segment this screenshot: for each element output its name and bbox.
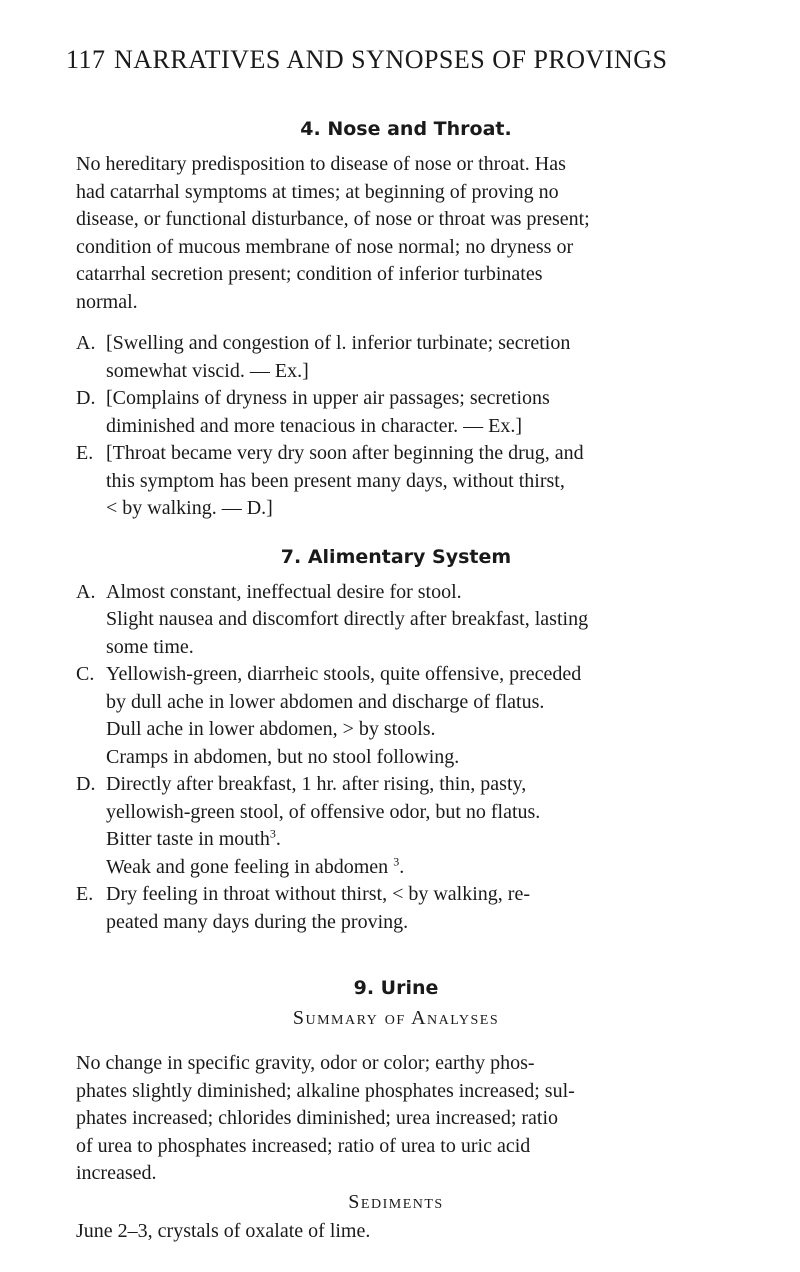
entry-line: Cramps in abdomen, but no stool following. xyxy=(106,745,460,768)
section-title-urine: 9. Urine xyxy=(353,977,439,999)
entry-line: Dry feeling in throat without thirst, < by walking, re- xyxy=(106,883,530,905)
summary-line: phates slightly diminished; alkaline phosphates increased; sul- xyxy=(76,1079,575,1102)
entry-line: peated many days during the proving. xyxy=(106,910,409,933)
entry-line xyxy=(106,854,716,882)
entry-line: Almost constant, ineffectual desire for stool. xyxy=(106,580,462,603)
intro-line: normal. xyxy=(76,290,138,313)
section-subtitle: Summary of Analyses xyxy=(292,1007,500,1029)
intro-line: catarrhal secretion present; condition of inferior turbinates xyxy=(76,263,543,285)
nose-throat-intro xyxy=(76,151,716,316)
running-title: NARRATIVES AND SYNOPSES OF PROVINGS xyxy=(114,45,668,74)
urine-summary xyxy=(76,1050,716,1188)
list-item xyxy=(76,579,716,662)
nose-throat-entries xyxy=(76,330,716,523)
section-title-nose-throat: 4. Nose and Throat. xyxy=(300,118,512,140)
section-title-alimentary: 7. Alimentary System xyxy=(280,545,512,568)
entry-line xyxy=(106,826,716,854)
list-item xyxy=(76,330,716,385)
entry-line: some time. xyxy=(106,635,194,658)
summary-line: No change in specific gravity, odor or color; earthy phos- xyxy=(76,1052,535,1074)
entry-label: D. xyxy=(76,773,96,795)
entry-punct: . xyxy=(275,828,281,850)
entry-line: Yellowish-green, diarrheic stools, quite offensive, preceded xyxy=(106,663,582,685)
list-item xyxy=(76,440,716,523)
entry-punct: . xyxy=(399,855,405,878)
entry-line: this symptom has been present many days, without thirst, xyxy=(106,469,565,492)
intro-line: had catarrhal symptoms at times; at beginning of proving no xyxy=(76,180,559,203)
intro-line: No hereditary predisposition to disease of nose or throat. Has xyxy=(76,153,566,175)
sediments-line: June 2–3, crystals of oxalate of lime. xyxy=(76,1219,371,1242)
footnote-superscript: 3 xyxy=(269,826,276,841)
entry-line: diminished and more tenacious in character. — Ex.] xyxy=(106,414,522,437)
entry-line: by dull ache in lower abdomen and discharge of flatus. xyxy=(106,690,545,713)
alimentary-entries xyxy=(76,579,716,937)
entry-line: [Throat became very dry soon after beginning the drug, and xyxy=(106,442,584,464)
summary-line: increased. xyxy=(76,1162,157,1184)
summary-line: phates increased; chlorides diminished; urea increased; ratio xyxy=(76,1107,559,1129)
entry-label: A. xyxy=(76,332,96,354)
entry-label: A. xyxy=(76,580,96,603)
list-item xyxy=(76,771,716,881)
running-header xyxy=(66,45,736,75)
entry-text: Bitter taste in mouth xyxy=(106,828,270,850)
entry-line: Slight nausea and discomfort directly after breakfast, lasting xyxy=(106,608,589,630)
page-number: 117 xyxy=(66,45,106,74)
entry-line: Dull ache in lower abdomen, > by stools. xyxy=(106,718,436,740)
sediments-heading: Sediments xyxy=(348,1190,444,1213)
entry-line: [Complains of dryness in upper air passages; secretions xyxy=(106,387,550,409)
footnote-superscript: 3 xyxy=(393,853,400,868)
intro-line: disease, or functional disturbance, of nose or throat was present; xyxy=(76,208,590,230)
entry-line: Directly after breakfast, 1 hr. after rising, thin, pasty, xyxy=(106,773,527,795)
summary-line: of urea to phosphates increased; ratio of urea to uric acid xyxy=(76,1134,531,1157)
entry-line: yellowish-green stool, of offensive odor, but no flatus. xyxy=(106,800,541,823)
list-item xyxy=(76,661,716,771)
entry-line: somewhat viscid. — Ex.] xyxy=(106,359,309,382)
intro-line: condition of mucous membrane of nose normal; no dryness or xyxy=(76,235,574,258)
entry-label: E. xyxy=(76,442,94,464)
page-content xyxy=(76,115,716,1245)
entry-label: C. xyxy=(76,663,95,685)
entry-label: E. xyxy=(76,883,94,905)
list-item xyxy=(76,385,716,440)
entry-line: < by walking. — D.] xyxy=(106,497,273,519)
entry-label: D. xyxy=(76,387,96,409)
entry-line: [Swelling and congestion of l. inferior turbinate; secretion xyxy=(106,332,571,354)
entry-text: Weak and gone feeling in abdomen xyxy=(106,855,389,878)
list-item xyxy=(76,881,716,936)
